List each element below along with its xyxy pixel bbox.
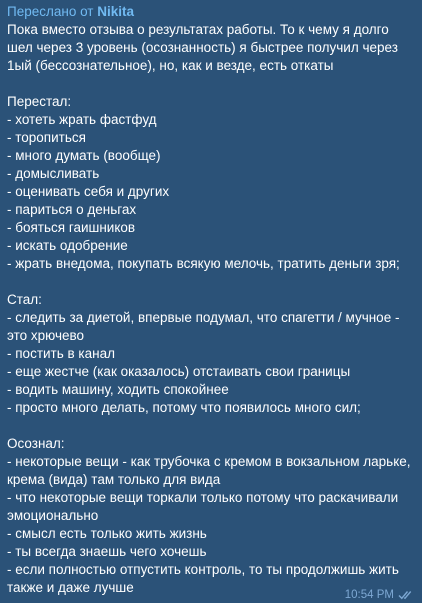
message-line: - домысливать — [7, 166, 100, 181]
message-line: 1ый (бессознательное), но, как и везде, есть откаты — [7, 58, 334, 73]
message-line: Стал: — [7, 292, 42, 307]
message-line: - бояться гаишников — [7, 220, 136, 235]
message-line: - смысл есть только жить жизнь — [7, 526, 207, 541]
message-line: Перестал: — [7, 94, 72, 109]
message-line: крема (вида) там только для вида — [7, 472, 221, 487]
message-line: - хотеть жрать фастфуд — [7, 112, 157, 127]
message-line: - оценивать себя и других — [7, 184, 170, 199]
blank-line — [7, 273, 408, 291]
message-line: Пока вместо отзыва о результатах работы. То к чему я долго — [7, 22, 389, 37]
forwarded-author[interactable]: Nikita — [97, 4, 135, 19]
message-line: - еще жестче (как оказалось) отстаивать свои границы — [7, 364, 351, 379]
message-line: это хрючево — [7, 328, 85, 343]
message-line: - париться о деньгах — [7, 202, 137, 217]
double-check-icon — [398, 590, 414, 600]
message-line: - водить машину, ходить спокойнее — [7, 382, 229, 397]
message-line: также и даже лучше — [7, 580, 134, 595]
forwarded-label: Переслано от — [7, 4, 94, 19]
blank-line — [7, 75, 408, 93]
message-line: - много думать (вообще) — [7, 148, 161, 163]
message-line: - что некоторые вещи торкали только потому что раскачивали — [7, 490, 399, 505]
message-line: Осознал: — [7, 436, 65, 451]
message-line: - постить в канал — [7, 346, 115, 361]
message-line: - торопиться — [7, 130, 86, 145]
message-text — [7, 21, 411, 597]
message-time: 10:54 PM — [344, 589, 394, 601]
message-line: - некоторые вещи - как трубочка с кремом в вокзальном ларьке, — [7, 454, 411, 469]
message-line: эмоционально — [7, 508, 99, 523]
message-line: - следить за диетой, впервые подумал, что спагетти / мучное - — [7, 310, 400, 325]
message-line: шел через 3 уровень (осознанность) я быстрее получил через — [7, 40, 398, 55]
message-line: - жрать внедома, покупать всякую мелочь, тратить деньги зря; — [7, 256, 400, 271]
message-line: - ты всегда знаешь чего хочешь — [7, 544, 207, 559]
message-line: - если полностью отпустить контроль, то ты продолжишь жить — [7, 562, 399, 577]
message-line: - искать одобрение — [7, 238, 128, 253]
message-line: - просто много делать, потому что появилось много сил; — [7, 400, 361, 415]
message-meta — [345, 589, 414, 601]
blank-line — [7, 417, 408, 435]
forwarded-header[interactable] — [7, 3, 408, 21]
